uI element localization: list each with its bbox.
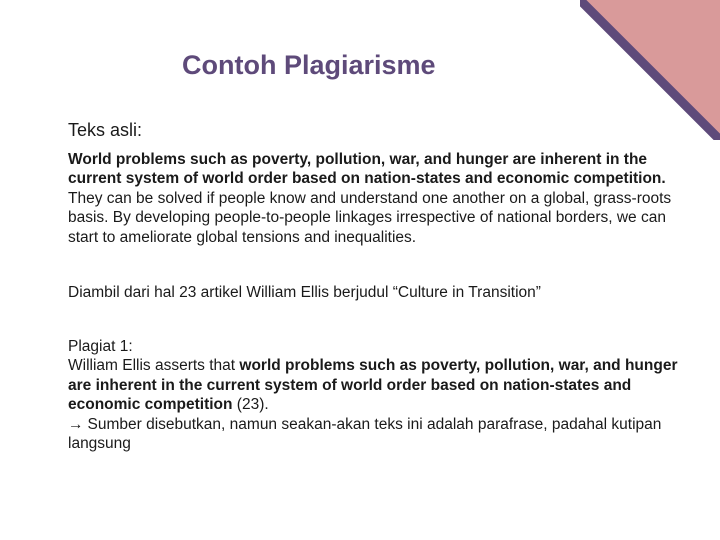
- plagiat-citation: (23).: [232, 396, 269, 414]
- plagiat-comment-line: [68, 415, 680, 454]
- original-text-regular: They can be solved if people know and understand one another on a global, grass-roots basis. By developing people-to-people linkages irrespective of national borders, we can start to ameliorate global tensions and inequalities.: [68, 189, 672, 246]
- plagiat-label: Plagiat 1:: [68, 338, 133, 355]
- original-label: Teks asli:: [68, 120, 143, 140]
- plagiat-intro: William Ellis asserts that: [68, 357, 240, 375]
- plagiat-text: [68, 356, 680, 414]
- plagiat-quoted: world problems such as poverty, pollution, war, and hunger are inherent in the current system of world order based on nation-states and economic competition: [68, 357, 678, 414]
- original-text-bold: World problems such as poverty, pollution, war, and hunger are inherent in the current system of world order based on nation-states and economic competition.: [68, 151, 666, 188]
- corner-decoration: [580, 0, 720, 140]
- plagiat-comment: Sumber disebutkan, namun seakan-akan teks ini adalah parafrase, padahal kutipan langsung: [68, 415, 662, 453]
- source-citation: Diambil dari hal 23 artikel William Ellis berjudul “Culture in Transition”: [68, 284, 541, 301]
- original-text: [68, 150, 680, 247]
- right-arrow-icon: →: [68, 415, 84, 433]
- plagiat-block: [68, 337, 680, 453]
- slide-title: Contoh Plagiarisme: [182, 50, 436, 80]
